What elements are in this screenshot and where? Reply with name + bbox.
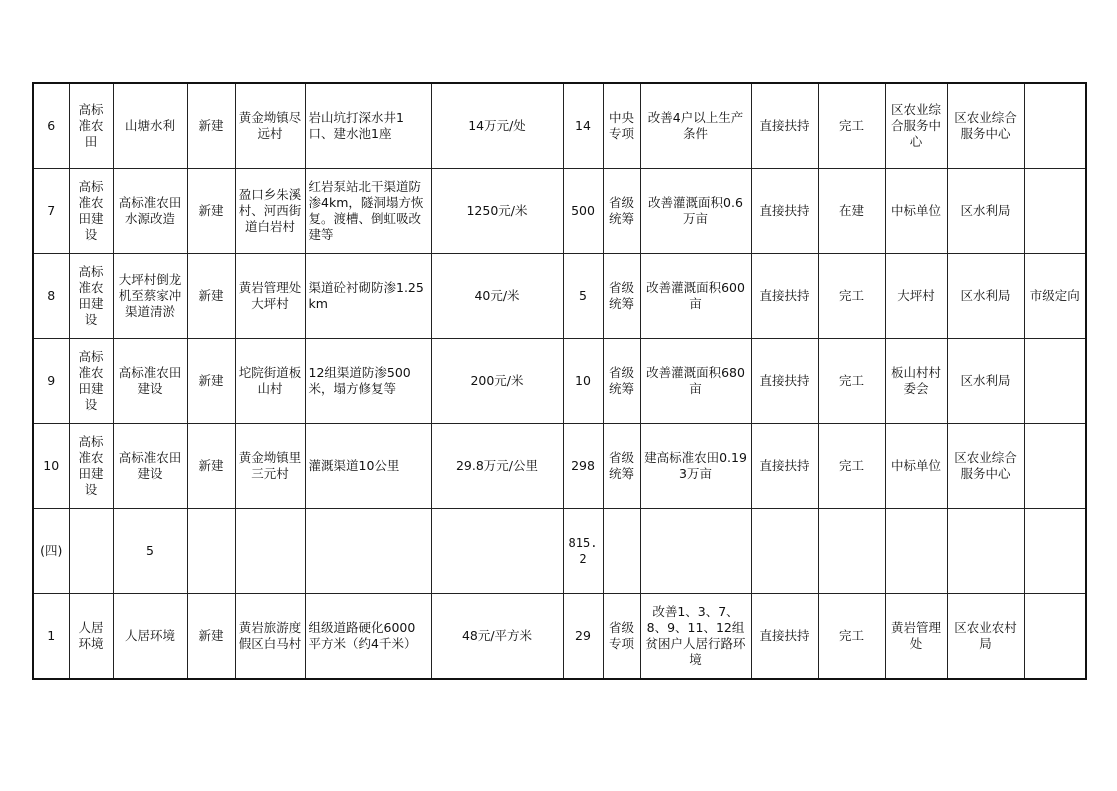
note-cell bbox=[1024, 83, 1086, 168]
note-cell bbox=[1024, 508, 1086, 593]
note-cell bbox=[1024, 338, 1086, 423]
implementer-cell: 区农业综合服务中心 bbox=[885, 83, 947, 168]
supervisor-cell: 区水利局 bbox=[947, 338, 1024, 423]
supervisor-cell: 区农业农村局 bbox=[947, 593, 1024, 679]
project-name-cell: 高标准农田水源改造 bbox=[113, 168, 187, 253]
location-cell bbox=[235, 508, 305, 593]
unit-price-cell: 14万元/处 bbox=[431, 83, 563, 168]
location-cell: 黄金坳镇里三元村 bbox=[235, 423, 305, 508]
project-name-cell: 高标准农田建设 bbox=[113, 423, 187, 508]
supervisor-cell: 区水利局 bbox=[947, 253, 1024, 338]
implementer-cell: 黄岩管理处 bbox=[885, 593, 947, 679]
benefit-cell: 建高标准农田0.193万亩 bbox=[640, 423, 751, 508]
supervisor-cell bbox=[947, 508, 1024, 593]
amount-cell: 500 bbox=[563, 168, 603, 253]
status-cell: 完工 bbox=[818, 253, 885, 338]
implementer-cell: 中标单位 bbox=[885, 168, 947, 253]
support-method-cell: 直接扶持 bbox=[751, 338, 818, 423]
unit-price-cell: 48元/平方米 bbox=[431, 593, 563, 679]
status-cell: 完工 bbox=[818, 423, 885, 508]
project-name-cell: 大坪村倒龙机至蔡家冲渠道清淤 bbox=[113, 253, 187, 338]
row-number-cell: 7 bbox=[33, 168, 69, 253]
support-method-cell: 直接扶持 bbox=[751, 83, 818, 168]
project-name-cell: 高标准农田建设 bbox=[113, 338, 187, 423]
content-cell: 12组渠道防渗500米，塌方修复等 bbox=[305, 338, 431, 423]
project-name-cell: 人居环境 bbox=[113, 593, 187, 679]
fund-source-cell: 省级统筹 bbox=[603, 338, 640, 423]
implementer-cell bbox=[885, 508, 947, 593]
support-method-cell: 直接扶持 bbox=[751, 253, 818, 338]
fund-source-cell: 省级专项 bbox=[603, 593, 640, 679]
implementer-cell: 中标单位 bbox=[885, 423, 947, 508]
category-cell: 高标准农田建设 bbox=[69, 423, 113, 508]
category-cell: 高标准农田建设 bbox=[69, 253, 113, 338]
build-type-cell: 新建 bbox=[187, 168, 235, 253]
unit-price-cell: 40元/米 bbox=[431, 253, 563, 338]
implementer-cell: 板山村村委会 bbox=[885, 338, 947, 423]
content-cell: 渠道砼衬砌防渗1.25km bbox=[305, 253, 431, 338]
note-cell bbox=[1024, 423, 1086, 508]
fund-source-cell bbox=[603, 508, 640, 593]
support-method-cell: 直接扶持 bbox=[751, 423, 818, 508]
benefit-cell: 改善4户以上生产条件 bbox=[640, 83, 751, 168]
row-number-cell: 1 bbox=[33, 593, 69, 679]
table-row bbox=[33, 593, 1086, 679]
content-cell: 组级道路硬化6000平方米（约4千米） bbox=[305, 593, 431, 679]
note-cell: 市级定向 bbox=[1024, 253, 1086, 338]
unit-price-cell: 29.8万元/公里 bbox=[431, 423, 563, 508]
support-method-cell: 直接扶持 bbox=[751, 168, 818, 253]
benefit-cell: 改善1、3、7、8、9、11、12组贫困户人居行路环境 bbox=[640, 593, 751, 679]
table-row bbox=[33, 83, 1086, 168]
amount-cell: 5 bbox=[563, 253, 603, 338]
amount-cell: 10 bbox=[563, 338, 603, 423]
amount-cell: 29 bbox=[563, 593, 603, 679]
supervisor-cell: 区水利局 bbox=[947, 168, 1024, 253]
amount-cell: 14 bbox=[563, 83, 603, 168]
fund-source-cell: 省级统筹 bbox=[603, 168, 640, 253]
unit-price-cell: 1250元/米 bbox=[431, 168, 563, 253]
status-cell: 完工 bbox=[818, 593, 885, 679]
status-cell: 完工 bbox=[818, 83, 885, 168]
amount-cell: 298 bbox=[563, 423, 603, 508]
project-name-cell: 5 bbox=[113, 508, 187, 593]
table-row bbox=[33, 168, 1086, 253]
category-cell bbox=[69, 508, 113, 593]
location-cell: 盈口乡朱溪村、河西街道白岩村 bbox=[235, 168, 305, 253]
content-cell: 岩山坑打深水井1口、建水池1座 bbox=[305, 83, 431, 168]
table-row bbox=[33, 423, 1086, 508]
location-cell: 黄岩旅游度假区白马村 bbox=[235, 593, 305, 679]
content-cell: 灌溉渠道10公里 bbox=[305, 423, 431, 508]
row-number-cell: 10 bbox=[33, 423, 69, 508]
category-cell: 高标准农田建设 bbox=[69, 338, 113, 423]
project-table bbox=[32, 82, 1087, 680]
build-type-cell bbox=[187, 508, 235, 593]
category-cell: 高标准农田建设 bbox=[69, 168, 113, 253]
unit-price-cell: 200元/米 bbox=[431, 338, 563, 423]
build-type-cell: 新建 bbox=[187, 423, 235, 508]
build-type-cell: 新建 bbox=[187, 253, 235, 338]
benefit-cell bbox=[640, 508, 751, 593]
location-cell: 黄金坳镇尽远村 bbox=[235, 83, 305, 168]
build-type-cell: 新建 bbox=[187, 593, 235, 679]
fund-source-cell: 中央专项 bbox=[603, 83, 640, 168]
implementer-cell: 大坪村 bbox=[885, 253, 947, 338]
fund-source-cell: 省级统筹 bbox=[603, 253, 640, 338]
unit-price-cell bbox=[431, 508, 563, 593]
row-number-cell: 9 bbox=[33, 338, 69, 423]
table-row bbox=[33, 508, 1086, 593]
benefit-cell: 改善灌溉面积0.6万亩 bbox=[640, 168, 751, 253]
status-cell: 在建 bbox=[818, 168, 885, 253]
supervisor-cell: 区农业综合服务中心 bbox=[947, 83, 1024, 168]
support-method-cell: 直接扶持 bbox=[751, 593, 818, 679]
build-type-cell: 新建 bbox=[187, 83, 235, 168]
project-name-cell: 山塘水利 bbox=[113, 83, 187, 168]
category-cell: 高标准农田 bbox=[69, 83, 113, 168]
note-cell bbox=[1024, 168, 1086, 253]
table-row bbox=[33, 338, 1086, 423]
content-cell: 红岩泵站北干渠道防渗4km，隧洞塌方恢复。渡槽、倒虹吸改建等 bbox=[305, 168, 431, 253]
note-cell bbox=[1024, 593, 1086, 679]
support-method-cell bbox=[751, 508, 818, 593]
row-number-cell: 8 bbox=[33, 253, 69, 338]
content-cell bbox=[305, 508, 431, 593]
location-cell: 黄岩管理处大坪村 bbox=[235, 253, 305, 338]
row-number-cell: 6 bbox=[33, 83, 69, 168]
supervisor-cell: 区农业综合服务中心 bbox=[947, 423, 1024, 508]
benefit-cell: 改善灌溉面积600亩 bbox=[640, 253, 751, 338]
category-cell: 人居环境 bbox=[69, 593, 113, 679]
table-row bbox=[33, 253, 1086, 338]
status-cell: 完工 bbox=[818, 338, 885, 423]
amount-cell: 815.2 bbox=[563, 508, 603, 593]
benefit-cell: 改善灌溉面积680亩 bbox=[640, 338, 751, 423]
status-cell bbox=[818, 508, 885, 593]
row-number-cell: (四) bbox=[33, 508, 69, 593]
table-body bbox=[33, 83, 1086, 679]
build-type-cell: 新建 bbox=[187, 338, 235, 423]
fund-source-cell: 省级统筹 bbox=[603, 423, 640, 508]
location-cell: 坨院街道板山村 bbox=[235, 338, 305, 423]
